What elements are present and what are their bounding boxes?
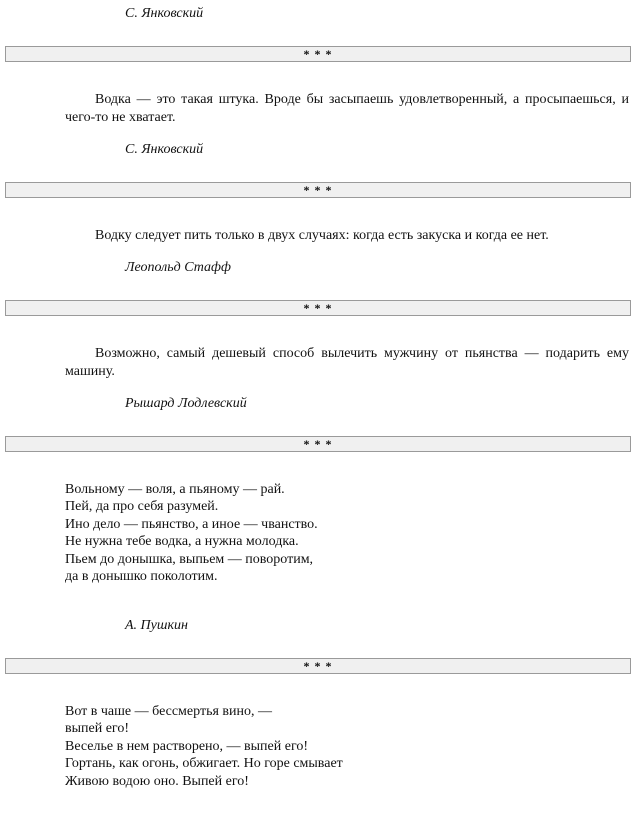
- verse-line: Живою водою оно. Выпей его!: [65, 773, 249, 789]
- section-separator: * * *: [5, 300, 631, 316]
- quote-author: С. Янковский: [125, 6, 204, 21]
- quote-author: Леопольд Стафф: [125, 260, 231, 275]
- section-separator: * * *: [5, 182, 631, 198]
- verse-line: Гортань, как огонь, обжигает. Но горе смывает: [65, 756, 343, 772]
- verse-line: Вот в чаше — бессмертья вино, —: [65, 704, 272, 719]
- verse-line: Пьем до донышка, выпьем — поворотим,: [65, 551, 314, 567]
- quote-text: Водку следует пить только в двух случаях: когда есть закуска и когда ее нет.: [95, 228, 549, 243]
- section-separator: * * *: [5, 658, 631, 674]
- verse-line: Веселье в нем растворено, — выпей его!: [65, 738, 309, 754]
- verse-line: Не нужна тебе водка, а нужна молодка.: [65, 534, 299, 550]
- quote-text: Возможно, самый дешевый способ вылечить мужчину от пьянства — подарить ему машину.: [65, 346, 629, 379]
- verse-line: Ино дело — пьянство, а иное — чванство.: [65, 516, 318, 532]
- quote-author: Рышард Лодлевский: [125, 396, 247, 411]
- verse: [65, 481, 565, 585]
- verse-line: Вольному — воля, а пьяному — рай.: [65, 482, 285, 497]
- section-separator: * * *: [5, 46, 631, 62]
- quote-author: А. Пушкин: [125, 618, 188, 633]
- verse-line: выпей его!: [65, 721, 129, 737]
- verse-line: да в донышко поколотим.: [65, 569, 218, 585]
- quote-text: Водка — это такая штука. Вроде бы засыпаешь удовлетворенный, а просыпаешься, и чего-то не хватает.: [65, 92, 629, 125]
- quote-author: С. Янковский: [125, 142, 204, 157]
- section-separator: * * *: [5, 436, 631, 452]
- verse: [65, 703, 565, 790]
- verse-line: Пей, да про себя разумей.: [65, 499, 219, 515]
